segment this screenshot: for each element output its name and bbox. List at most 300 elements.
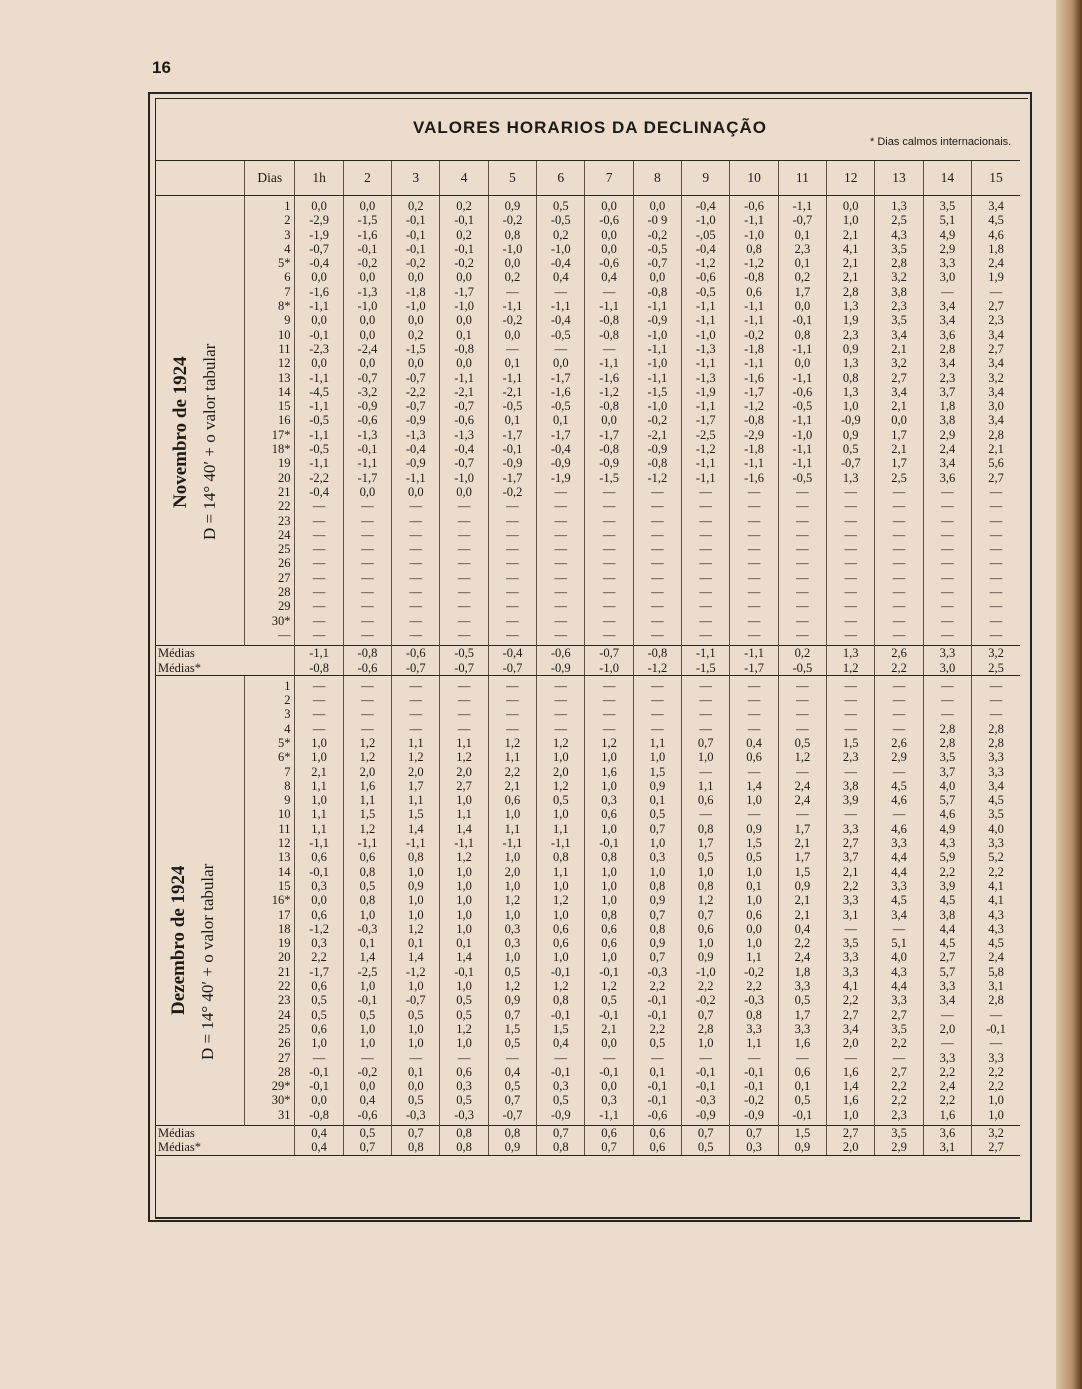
value-cell: -1,0 (682, 213, 730, 227)
day-cell: 31 (245, 1108, 295, 1122)
november-day-row (156, 399, 1020, 413)
value-cell: 0,3 (488, 922, 536, 936)
value-cell: -0,2 (730, 1093, 778, 1107)
value-cell: 0,5 (778, 993, 826, 1007)
value-cell: -0,2 (392, 256, 440, 270)
november-label: Novembro de 1924 (170, 356, 191, 508)
value-cell: 1,0 (585, 779, 633, 793)
value-cell: -1,7 (585, 428, 633, 442)
value-cell: 2,1 (827, 270, 875, 284)
value-cell: 2,7 (972, 299, 1020, 313)
value-cell: -1,1 (778, 442, 826, 456)
value-cell: 2,1 (778, 836, 826, 850)
day-cell: 19 (245, 456, 295, 470)
value-cell: 0,6 (488, 793, 536, 807)
value-cell: — (730, 679, 778, 693)
value-cell: — (875, 722, 923, 736)
value-cell: — (585, 499, 633, 513)
value-cell: 2,2 (972, 1079, 1020, 1093)
hour-column-header: 7 (585, 161, 633, 196)
day-cell: 5* (245, 256, 295, 270)
value-cell: — (875, 585, 923, 599)
mean-value-cell: 2,0 (827, 1140, 875, 1155)
value-cell: -0,3 (730, 993, 778, 1007)
value-cell: — (343, 679, 391, 693)
value-cell: 0,9 (633, 779, 681, 793)
medias-label: Médias* (156, 661, 295, 676)
value-cell: — (392, 722, 440, 736)
value-cell: 2,8 (972, 736, 1020, 750)
value-cell: — (537, 722, 585, 736)
value-cell: -0 9 (633, 213, 681, 227)
value-cell: -1,0 (488, 242, 536, 256)
side-label-cell (156, 628, 245, 642)
mean-value-cell: -0,8 (633, 646, 681, 661)
value-cell: 2,9 (875, 750, 923, 764)
value-cell: — (972, 556, 1020, 570)
value-cell: — (537, 614, 585, 628)
value-cell: -0,7 (778, 213, 826, 227)
value-cell: 4,1 (972, 893, 1020, 907)
value-cell: — (392, 693, 440, 707)
value-cell: — (343, 614, 391, 628)
november-day-row (156, 456, 1020, 470)
book-binding (1056, 0, 1082, 1389)
value-cell: -1,0 (633, 399, 681, 413)
value-cell: 1,0 (585, 879, 633, 893)
november-day-row (156, 356, 1020, 370)
value-cell: 1,7 (392, 779, 440, 793)
value-cell: 3,7 (923, 385, 971, 399)
value-cell: -1,7 (537, 428, 585, 442)
value-cell: -0,3 (682, 1093, 730, 1107)
value-cell: 1,5 (778, 865, 826, 879)
value-cell: — (827, 628, 875, 642)
value-cell: 0,5 (730, 850, 778, 864)
value-cell: — (827, 499, 875, 513)
value-cell: 0,0 (488, 256, 536, 270)
hour-column-header: 10 (730, 161, 778, 196)
value-cell: — (488, 585, 536, 599)
value-cell: -1,1 (440, 836, 488, 850)
november-day-row (156, 342, 1020, 356)
value-cell: -0,8 (295, 1108, 343, 1122)
december-day-row (156, 879, 1020, 893)
value-cell: 3,3 (827, 965, 875, 979)
value-cell: 0,0 (295, 893, 343, 907)
value-cell: — (875, 707, 923, 721)
value-cell: — (682, 765, 730, 779)
value-cell: 0,6 (440, 1065, 488, 1079)
value-cell: 0,9 (392, 879, 440, 893)
mean-value-cell: 3,2 (972, 1126, 1020, 1141)
value-cell: — (488, 528, 536, 542)
mean-value-cell: 1,3 (827, 646, 875, 661)
value-cell: -1,2 (585, 385, 633, 399)
value-cell: 1,3 (827, 299, 875, 313)
value-cell: -1,6 (537, 385, 585, 399)
day-cell: 10 (245, 328, 295, 342)
value-cell: 4,5 (972, 936, 1020, 950)
value-cell: 3,3 (778, 1022, 826, 1036)
value-cell: — (875, 628, 923, 642)
value-cell: — (537, 556, 585, 570)
value-cell: — (633, 528, 681, 542)
value-cell: 0,0 (295, 199, 343, 213)
value-cell: — (295, 585, 343, 599)
day-cell: 6 (245, 270, 295, 284)
value-cell: 4,4 (923, 922, 971, 936)
value-cell: — (343, 542, 391, 556)
value-cell: — (778, 585, 826, 599)
value-cell: -0,1 (295, 1065, 343, 1079)
value-cell: — (730, 585, 778, 599)
value-cell: 0,5 (778, 1093, 826, 1107)
value-cell: -0,8 (633, 456, 681, 470)
value-cell: — (440, 614, 488, 628)
value-cell: 0,6 (585, 922, 633, 936)
value-cell: — (875, 556, 923, 570)
day-cell: 8 (245, 779, 295, 793)
hour-column-header: 4 (440, 161, 488, 196)
value-cell: 0,1 (440, 328, 488, 342)
value-cell: 3,3 (827, 893, 875, 907)
value-cell: 2,1 (972, 442, 1020, 456)
value-cell: — (730, 1051, 778, 1065)
value-cell: 1,3 (827, 356, 875, 370)
value-cell: 0,0 (343, 485, 391, 499)
value-cell: — (778, 765, 826, 779)
value-cell: 3,4 (972, 385, 1020, 399)
value-cell: -1,9 (682, 385, 730, 399)
value-cell: — (972, 585, 1020, 599)
value-cell: 2,8 (972, 993, 1020, 1007)
side-label-cell (156, 614, 245, 628)
day-cell: 13 (245, 850, 295, 864)
value-cell: — (778, 628, 826, 642)
side-label-cell (156, 1108, 245, 1122)
mean-value-cell: 0,7 (682, 1126, 730, 1141)
value-cell: -0,5 (488, 399, 536, 413)
value-cell: — (923, 556, 971, 570)
value-cell: 1,0 (392, 1022, 440, 1036)
value-cell: -0,1 (972, 1022, 1020, 1036)
value-cell: 0,5 (537, 793, 585, 807)
value-cell: -0,6 (633, 1108, 681, 1122)
mean-value-cell: 0,9 (778, 1140, 826, 1155)
mean-value-cell: 0,9 (488, 1140, 536, 1155)
value-cell: — (295, 707, 343, 721)
day-cell: 29 (245, 599, 295, 613)
value-cell: 1,5 (730, 836, 778, 850)
value-cell: -0,2 (633, 228, 681, 242)
value-cell: -0,1 (778, 1108, 826, 1122)
value-cell: 2,0 (343, 765, 391, 779)
side-label-cell (156, 199, 245, 213)
value-cell: -1,1 (682, 356, 730, 370)
value-cell: -,05 (682, 228, 730, 242)
november-day-row (156, 585, 1020, 599)
value-cell: 2,1 (875, 399, 923, 413)
value-cell: 2,9 (923, 428, 971, 442)
value-cell: 3,3 (827, 822, 875, 836)
value-cell: — (923, 1036, 971, 1050)
value-cell: 0,2 (778, 270, 826, 284)
value-cell: -1,1 (682, 299, 730, 313)
value-cell: — (972, 628, 1020, 642)
mean-value-cell: -1,1 (730, 646, 778, 661)
november-day-row (156, 499, 1020, 513)
value-cell: 0,8 (392, 850, 440, 864)
november-medias-row (156, 646, 1020, 661)
value-cell: -0,6 (585, 213, 633, 227)
value-cell: -0,5 (778, 471, 826, 485)
day-cell: 2 (245, 213, 295, 227)
value-cell: 1,7 (875, 456, 923, 470)
november-day-row (156, 442, 1020, 456)
value-cell: 1,1 (730, 950, 778, 964)
value-cell: — (682, 1051, 730, 1065)
value-cell: — (343, 556, 391, 570)
value-cell: -3,2 (343, 385, 391, 399)
value-cell: 0,3 (440, 1079, 488, 1093)
side-label-cell (156, 836, 245, 850)
value-cell: 5,1 (875, 936, 923, 950)
value-cell: -0,4 (295, 485, 343, 499)
day-cell: 29* (245, 1079, 295, 1093)
value-cell: — (875, 679, 923, 693)
value-cell: -1,6 (343, 228, 391, 242)
value-cell: -0,1 (343, 442, 391, 456)
day-cell: 17* (245, 428, 295, 442)
hour-column-header: 11 (778, 161, 826, 196)
value-cell: 1,0 (392, 865, 440, 879)
value-cell: 0,9 (682, 950, 730, 964)
value-cell: 0,0 (585, 413, 633, 427)
value-cell: 2,1 (778, 893, 826, 907)
page-title: VALORES HORARIOS DA DECLINAÇÃO (413, 118, 767, 137)
value-cell: 0,0 (585, 199, 633, 213)
value-cell: — (923, 485, 971, 499)
value-cell: — (537, 628, 585, 642)
value-cell: 4,4 (875, 865, 923, 879)
value-cell: -0,2 (682, 993, 730, 1007)
value-cell: — (827, 693, 875, 707)
value-cell: 0,9 (633, 936, 681, 950)
value-cell: 2,4 (778, 779, 826, 793)
value-cell: -1,1 (585, 356, 633, 370)
december-label: Dezembro de 1924 (168, 865, 189, 1015)
value-cell: — (537, 485, 585, 499)
value-cell: — (633, 679, 681, 693)
value-cell: — (295, 514, 343, 528)
value-cell: — (392, 514, 440, 528)
value-cell: 1,6 (343, 779, 391, 793)
value-cell: — (682, 599, 730, 613)
value-cell: — (730, 542, 778, 556)
value-cell: 2,4 (972, 950, 1020, 964)
value-cell: 3,3 (875, 993, 923, 1007)
december-day-row (156, 950, 1020, 964)
value-cell: -0,9 (488, 456, 536, 470)
value-cell: -0,1 (295, 865, 343, 879)
value-cell: -0,8 (440, 342, 488, 356)
day-cell: 25 (245, 1022, 295, 1036)
value-cell: — (488, 599, 536, 613)
value-cell: — (778, 528, 826, 542)
value-cell: 0,7 (682, 1008, 730, 1022)
november-day-row (156, 556, 1020, 570)
value-cell: -1,5 (392, 342, 440, 356)
value-cell: -1,0 (537, 242, 585, 256)
value-cell: 1,2 (440, 750, 488, 764)
value-cell: -1,2 (730, 399, 778, 413)
value-cell: 4,6 (972, 228, 1020, 242)
value-cell: 0,5 (537, 199, 585, 213)
value-cell: 2,8 (972, 722, 1020, 736)
value-cell: 1,4 (392, 822, 440, 836)
day-cell: 22 (245, 499, 295, 513)
value-cell: — (682, 679, 730, 693)
value-cell: 4,3 (875, 965, 923, 979)
value-cell: -1,5 (585, 471, 633, 485)
mean-value-cell: 0,7 (392, 1126, 440, 1141)
value-cell: -0,1 (440, 213, 488, 227)
value-cell: 3,3 (778, 979, 826, 993)
value-cell: -0,5 (295, 413, 343, 427)
december-day-row (156, 922, 1020, 936)
mean-value-cell: 0,6 (633, 1140, 681, 1155)
day-cell: 30* (245, 1093, 295, 1107)
value-cell: — (875, 765, 923, 779)
value-cell: 0,6 (537, 922, 585, 936)
value-cell: 0,4 (730, 736, 778, 750)
december-day-row (156, 936, 1020, 950)
value-cell: — (730, 499, 778, 513)
value-cell: 2,1 (585, 1022, 633, 1036)
value-cell: -1,1 (343, 456, 391, 470)
value-cell: 1,8 (923, 399, 971, 413)
value-cell: 1,0 (585, 865, 633, 879)
value-cell: -1,0 (633, 328, 681, 342)
mean-value-cell: 3,6 (923, 1126, 971, 1141)
value-cell: — (778, 599, 826, 613)
value-cell: 2,3 (827, 750, 875, 764)
value-cell: -1,2 (682, 256, 730, 270)
value-cell: -2,3 (295, 342, 343, 356)
december-day-row (156, 1079, 1020, 1093)
value-cell: 5,1 (923, 213, 971, 227)
day-cell: 21 (245, 965, 295, 979)
mean-value-cell: 0,5 (682, 1140, 730, 1155)
value-cell: — (633, 693, 681, 707)
december-day-row (156, 1008, 1020, 1022)
value-cell: -2,9 (730, 428, 778, 442)
value-cell: 3,3 (972, 836, 1020, 850)
value-cell: 1,5 (488, 1022, 536, 1036)
value-cell: — (585, 485, 633, 499)
value-cell: 3,0 (972, 399, 1020, 413)
value-cell: -0,9 (633, 313, 681, 327)
value-cell: 5,6 (972, 456, 1020, 470)
value-cell: — (923, 571, 971, 585)
side-label-cell (156, 693, 245, 707)
value-cell: 1,2 (392, 750, 440, 764)
value-cell: -0,9 (537, 456, 585, 470)
value-cell: 0,1 (778, 1079, 826, 1093)
value-cell: 3,4 (827, 1022, 875, 1036)
side-label-cell (156, 213, 245, 227)
day-cell: 9 (245, 793, 295, 807)
value-cell: — (440, 556, 488, 570)
value-cell: 2,2 (923, 1093, 971, 1107)
value-cell: — (440, 1051, 488, 1065)
value-cell: 3,8 (923, 413, 971, 427)
value-cell: -0,6 (778, 385, 826, 399)
value-cell: — (537, 679, 585, 693)
value-cell: 0,6 (537, 936, 585, 950)
value-cell: 0,0 (343, 270, 391, 284)
value-cell: — (923, 693, 971, 707)
value-cell: — (730, 614, 778, 628)
value-cell: 0,3 (585, 1093, 633, 1107)
value-cell: -0,1 (633, 1093, 681, 1107)
value-cell: 0,3 (537, 1079, 585, 1093)
mean-value-cell: 0,8 (440, 1126, 488, 1141)
december-day-row (156, 1108, 1020, 1122)
value-cell: -0,4 (537, 313, 585, 327)
day-cell: 14 (245, 865, 295, 879)
value-cell: — (875, 571, 923, 585)
value-cell: -1,1 (730, 356, 778, 370)
value-cell: -0,2 (633, 413, 681, 427)
mean-value-cell: 0,8 (440, 1140, 488, 1155)
value-cell: — (633, 556, 681, 570)
mean-value-cell: -0,5 (440, 646, 488, 661)
value-cell: -0,2 (488, 485, 536, 499)
hour-column-header: 13 (875, 161, 923, 196)
value-cell: — (537, 707, 585, 721)
side-label-cell (156, 1079, 245, 1093)
day-cell: 1 (245, 199, 295, 213)
value-cell: 0,6 (295, 979, 343, 993)
value-cell: — (778, 693, 826, 707)
day-cell: 8* (245, 299, 295, 313)
value-cell: — (440, 585, 488, 599)
value-cell: 1,2 (537, 779, 585, 793)
value-cell: 0,1 (392, 1065, 440, 1079)
mean-value-cell: 2,2 (875, 661, 923, 676)
value-cell: 0,0 (295, 313, 343, 327)
value-cell: 0,6 (295, 850, 343, 864)
value-cell: 3,3 (923, 1051, 971, 1065)
value-cell: — (343, 571, 391, 585)
value-cell: 1,1 (730, 1036, 778, 1050)
value-cell: 2,0 (827, 1036, 875, 1050)
value-cell: 2,0 (923, 1022, 971, 1036)
value-cell: 3,3 (972, 765, 1020, 779)
value-cell: — (778, 499, 826, 513)
value-cell: — (537, 528, 585, 542)
value-cell: 2,2 (295, 950, 343, 964)
value-cell: -1,0 (633, 356, 681, 370)
value-cell: 3,5 (875, 242, 923, 256)
value-cell: -0,1 (585, 1065, 633, 1079)
side-label-cell (156, 822, 245, 836)
value-cell: -2,1 (488, 385, 536, 399)
value-cell: 2,2 (730, 979, 778, 993)
mean-value-cell: -0,6 (343, 661, 391, 676)
